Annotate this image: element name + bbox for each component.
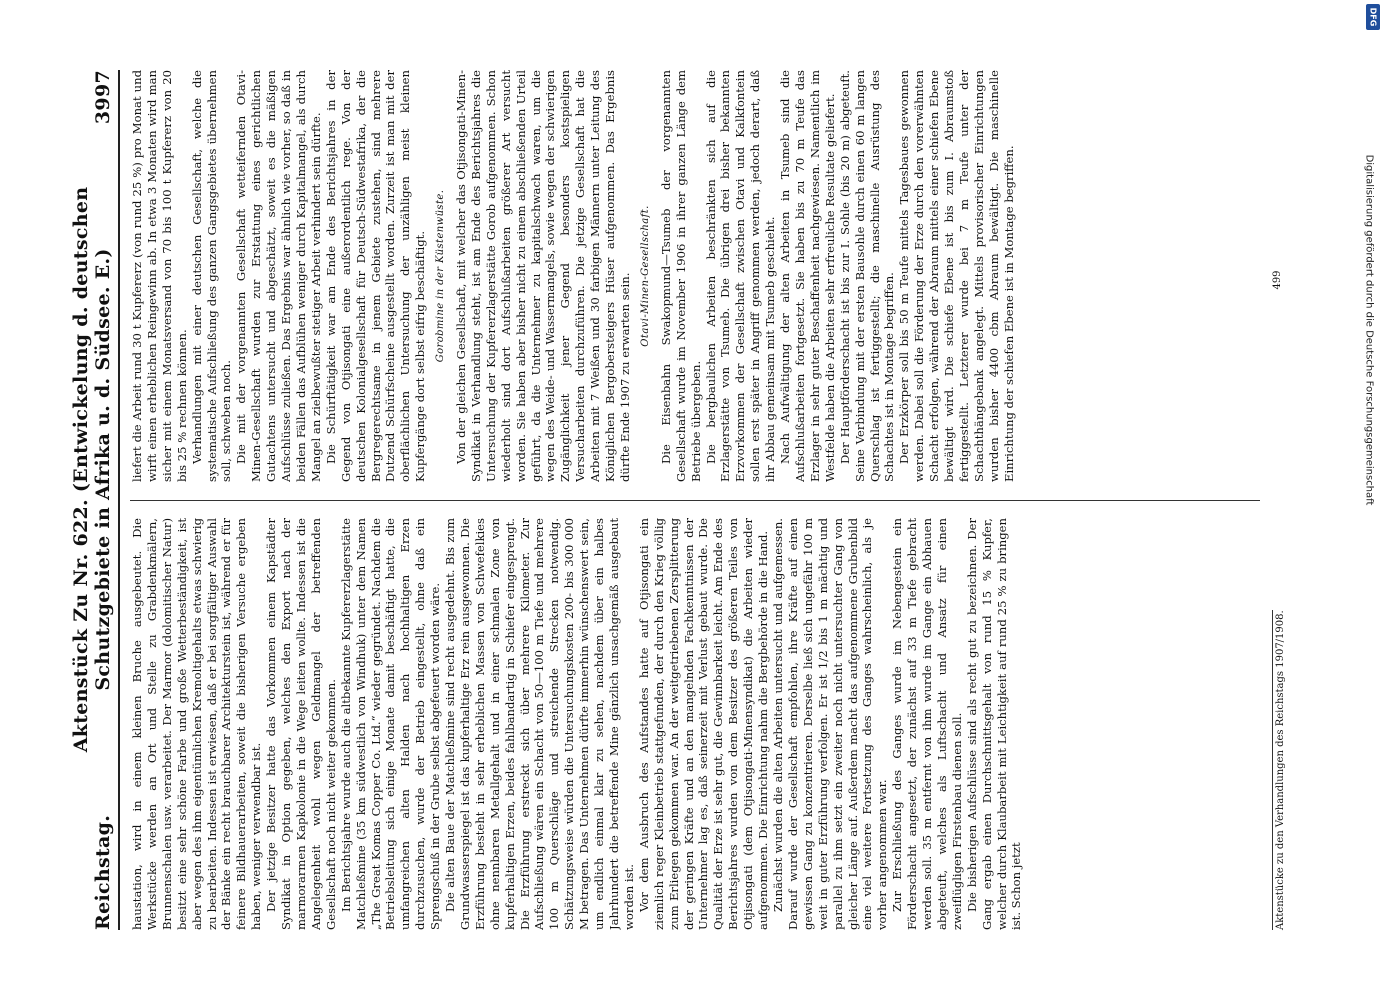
header-title: Aktenstück Zu Nr. 622. (Entwickelung d. deutschen Schutzgebiete in Afrika u. d. Südsee. E.) xyxy=(70,186,114,753)
column-divider xyxy=(130,500,1260,501)
paragraph: Die bergbaulichen Arbeiten beschränkten sich auf die Erzlagerstätte von Tsumeb. Die übrigen drei bisher bekannten Erzvorkommen der Gesellschaft zwischen Otavi und Kalkfontein sollen erst später in Angriff genommen werden, jedoch derart, daß ihr Abbau gemeinsam mit Tsumeb geschieht. xyxy=(703,70,778,482)
paragraph: Von der gleichen Gesellschaft, mit welcher das Otjisongati-Minen-Syndikat in Verhandlung steht, ist am Ende des Berichtsjahres die Untersuchung der Kupfererzlagerstätte Gorob aufgenommen. Schon wiederholt sind dort Aufschlußarbeiten größerer Art versucht worden. Sie haben aber bisher nicht zu einem abschließenden Urteil geführt, da die Unternehmer zu kapitalschwach waren, um die wegen des Weide- und Wassermangels, sowie wegen der schwierigen Zugänglichkeit jener Gegend besonders kostspieligen Versucharbeiten durchzuführen. Die jetzige Gesellschaft hat die Arbeiten mit 7 Weißen und 30 farbigen Männern unter Leitung des Königlichen Bergobersteigers Hüser aufgenommen. Das Ergebnis dürfte Ende 1907 zu erwarten sein. xyxy=(454,70,632,482)
paragraph: Die alten Baue der Matchleßmine sind recht ausgedehnt. Bis zum Grundwasserspiegel ist das kupferhaltige Erz rein ausgewonnen. Die Erzführung besteht in sehr erheblichen Massen von Schwefelkies ohne nennbaren Metallgehalt und in einer schmalen Zone von kupferhaltigen Erzen, beides fahlbandartig in Schiefer eingesprengt. Die Erzführung erstreckt sich über mehrere Kilometer. Zur Aufschließung wären ein Schacht von 50—100 m Tiefe und mehrere 100 m Querschläge und streichende Strecken notwendig. Schätzungsweise würden die Untersuchungskosten 200- bis 300 000 M betragen. Das Unternehmen dürfte immerhin wünschenswert sein, um endlich einmal klar zu sehen, nachdem über ein halbes Jahrhundert die betreffende Mine gänzlich unsachgemäß ausgebaut worden ist. xyxy=(443,518,636,930)
digitization-note xyxy=(1360,30,1378,630)
paragraph: liefert die Arbeit rund 30 t Kupfererz (von rund 25 %) pro Monat und wirft einen erheblichen Reingewinn ab. In etwa 3 Monaten wird man sicher mit einem Monatsversand von 70 bis 100 t Kupfererz von 20 bis 25 % rechnen können. xyxy=(130,70,189,482)
paragraph: Die Schürftätigkeit war am Ende des Berichtsjahres in der Gegend von Otjisongati eine außerordentlich rege. Von der deutschen Kolonialgesellschaft für Deutsch-Südwestafrika, der die Bergregerechtsame in jenem Gebiete zustehen, sind mehrere Dutzend Schürfscheine ausgestellt worden. Zurzeit ist man mit der oberflächlichen Untersuchung der unzähligen meist kleinen Kupfergänge dort selbst eifrig beschäftigt. xyxy=(323,70,428,482)
paragraph: Nach Aufwältigung der alten Arbeiten in Tsumeb sind die Aufschlußarbeiten fortgesetzt. Sie haben bis zu 70 m Teufe das Erzlager in sehr guter Beschaffenheit nachgewiesen. Namentlich im Westfelde haben die Arbeiten sehr erfreuliche Resultate geliefert. xyxy=(778,70,837,482)
paragraph: haustation, wird in einem kleinen Bruche ausgebeutet. Die Werkstücke werden an Ort und Stelle zu Grabdenkmälern, Brunnenschalen usw. verarbeitet. Der Marmor (dolomitischer Natur) besitzt eine sehr schöne Farbe und große Wetterbeständigkeit, ist aber wegen des ihm eigentümlichen Kremoltigehalts etwas schwierig zu bearbeiten. Indessen ist erwiesen, daß er bei sorgfältiger Auswahl der Bänke ein recht brauchbarer Architekturstein ist, während er für feinere Bildhauerarbeiten, soweit die bisherigen Versuche ergeben haben, weniger verwendbar ist. xyxy=(130,518,264,930)
section-heading: Otavi-Minen-Gesellschaft. xyxy=(639,205,651,347)
digitization-note-text: Digitalisierung gefördert durch die Deutsche Forschungsgemeinschaft xyxy=(1363,154,1375,506)
scanned-page xyxy=(70,70,1320,930)
paragraph: Zunächst wurden die alten Arbeiten untersucht und aufgemessen. Darauf wurde der Gesellschaft empfohlen, ihre Kräfte auf einen gewissen Gang zu konzentrieren. Derselbe ließ sich ungefähr 100 m weit in guter Erzführung verfolgen. Er ist 1/2 bis 1 m mächtig und parallel zu ihm setzt ein zweiter noch nicht untersuchter Gang von gleicher Länge auf. Außerdem macht das aufgenommene Grubenbild eine viel weitere Fortsetzung des Ganges wahrscheinlich, als je vorher angenommen war. xyxy=(770,518,890,930)
paragraph: Die bisherigen Aufschlüsse sind als recht gut zu bezeichnen. Der Gang ergab einen Durchschnittsgehalt von rund 15 % Kupfer, welcher durch Klaubarbeit mit Leichtigkeit auf rund 25 % zu bringen ist. Schon jetzt xyxy=(964,518,1024,930)
page-number: 3997 xyxy=(92,70,114,125)
section-heading: Gorobmine in der Küstenwüste. xyxy=(435,189,447,363)
dfg-logo: DFG xyxy=(1366,4,1380,30)
paragraph: Verhandlungen mit einer deutschen Gesellschaft, welche die systematische Aufschließung des ganzen Gangsgebietes übernehmen soll, schweben noch. xyxy=(189,70,234,482)
page-footer xyxy=(1272,70,1292,930)
paragraph: Der Hauptförderschacht ist bis zur I. Sohle (bis 20 m) abgeteuft. Seine Verbindung mit der ersten Bausohle durch einen 60 m langen Querschlag ist fertiggestellt; die maschinelle Ausrüstung des Schachtes ist in Montage begriffen. xyxy=(837,70,897,482)
right-column xyxy=(130,70,1265,482)
paragraph: Die Eisenbahn Swakopmund—Tsumeb der vorgenannten Gesellschaft wurde im November 1906 in ihrer ganzen Länge dem Betriebe übergeben. xyxy=(658,70,703,482)
page-header xyxy=(70,70,120,930)
paragraph: Der jetzige Besitzer hatte das Vorkommen einem Kapstädter Syndikat in Option gegeben, welches den Export nach der marmorarmen Kapkolonie in die Wege leiten wollte. Indessen ist die Angelegenheit wohl wegen Geldmangel der betreffenden Gesellschaft noch nicht weiter gekommen. xyxy=(264,518,338,930)
paragraph: Vor dem Ausbruch des Aufstandes hatte auf Otjisongati ein ziemlich reger Kleinbetrieb stattgefunden, der durch den Krieg völlig zum Erliegen gekommen war. An der weitgetriebenen Zersplitterung der geringen Kräfte und an den mangelnden Fachkenntnissen der Unternehmer lag es, daß seinerzeit mit Verlust gebaut wurde. Die Qualität der Erze ist sehr gut, die Gewinnbarkeit leicht. Am Ende des Berichtsjahres wurden von dem Besitzer des größeren Teiles von Otjisongati (dem Otjisongati-Minensyndikat) die Arbeiten wieder aufgenommen. Die Einrichtung nahm die Bergbehörde in die Hand. xyxy=(636,518,771,930)
header-left: Reichstag. xyxy=(92,814,114,930)
paragraph: Im Berichtsjahre wurde auch die altbekannte Kupfererzlagerstätte Matchleßmine (35 km südwestlich von Windhuk) unter dem Namen „The Great Komas Copper Co. Ltd.“ wieder gegründet. Nachdem die Betriebsleitung sich einige Monate damit beschäftigt hatte, die umfangreichen alten Halden nach hochhaltigen Erzen durchzusuchen, wurde der Betrieb eingestellt, ohne daß ein Sprengschuß in der Grube selbst abgefeuert worden wäre. xyxy=(338,518,443,930)
paragraph: Die mit der vorgenannten Gesellschaft wetteifernden Otavi-Minen-Gesellschaft wurden zur Erstattung eines gerichtlichen Gutachtens untersucht und abgeschätzt, soweit es die mäßigen Aufschlüsse zuließen. Das Ergebnis war ähnlich wie vorher, so daß in beiden Fällen das Aufblühen weniger durch Kapitalmangel, als durch Mangel an zielbewußter stetiger Arbeit verhindert sein dürfte. xyxy=(234,70,323,482)
footer-left: Aktenstücke zu den Verhandlungen des Reichstags 1907/1908. xyxy=(1272,610,1286,930)
paragraph: Zur Erschließung des Ganges wurde im Nebengestein ein Förderschacht angesetzt, der zunächst auf 33 m Tiefe gebracht werden soll. 35 m entfernt von ihm wurde im Gange ein Abhauen abgeteuft, welches als Luftschacht und Ansatz für einen zweiflügligen Firstenbau dienen soll. xyxy=(890,518,964,930)
left-column xyxy=(130,518,1265,930)
paragraph: Der Erzkörper soll bis 50 m Teufe mittels Tagesbaues gewonnen werden. Dabei soll die Förderung der Erze durch den vorerwähnten Schacht erfolgen, während der Abraum mittels einer schiefen Ebene bewältigt wird. Die schiefe Ebene ist bis zum I. Abraumstoß fertiggestellt. Letzterer wurde bei 7 m Teufe unter der Schachthängebank angelegt. Mittels provisorischer Einrichtungen wurden bisher 4400 cbm Abraum bewältigt. Die maschinelle Einrichtung der schiefen Ebene ist in Montage begriffen. xyxy=(897,70,1016,482)
sheet-number: 499 xyxy=(1272,270,1283,290)
page-content-rotated xyxy=(70,70,1320,930)
